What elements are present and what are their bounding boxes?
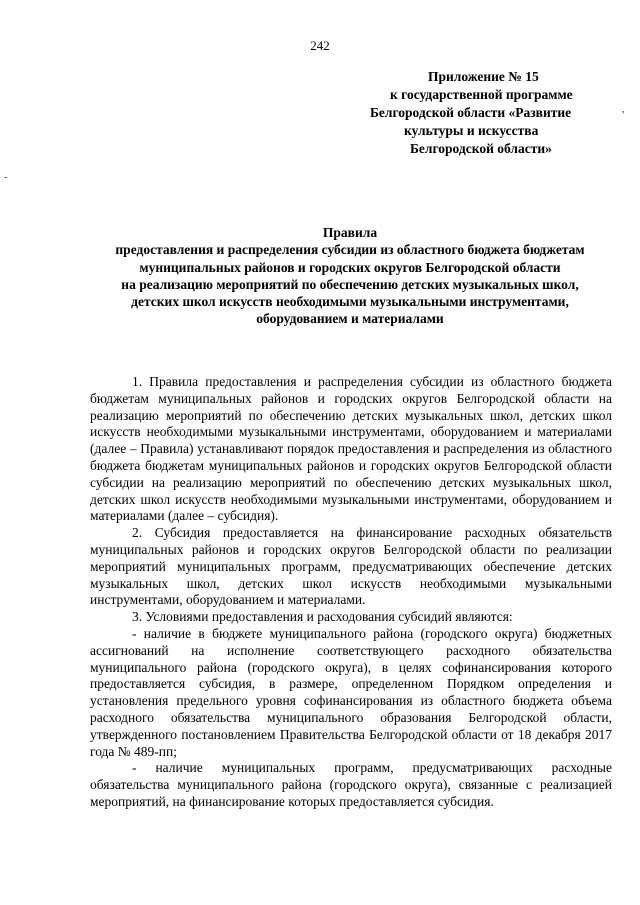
title-line: на реализацию мероприятий по обеспечению детских музыкальных школ, [121, 276, 579, 292]
paragraph: - наличие муниципальных программ, предусматривающих расходные обязательства муниципального района (городского округа), связанные с реализацией мероприятий, на финансирование которых предоставляется субсидия. [90, 760, 612, 809]
title-line: оборудованием и материалами [256, 311, 444, 327]
paragraph: 3. Условиями предоставления и расходования субсидий являются: [132, 609, 513, 625]
title-line: предоставления и распределения субсидии из областного бюджета бюджетам [115, 242, 585, 258]
paragraph: 2. Субсидия предоставляется на финансирование расходных обязательств муниципальных районов и городских округов Белгородской области по реализации мероприятий муниципальных программ, предусматривающих обеспечение детских музыкальных школ, детских школ искусств необходимыми музыкальными инструментами, оборудованием и материалами. [90, 525, 612, 608]
title-line: Правила [322, 225, 378, 240]
appendix-header [370, 68, 620, 158]
document-title [90, 224, 610, 328]
appendix-line: к государственной программе [390, 87, 573, 102]
appendix-line: Белгородской области «Развитие [370, 105, 572, 120]
margin-mark: - [4, 172, 8, 183]
title-line: муниципальных районов и городских округов Белгородской области [139, 259, 561, 275]
appendix-line: Приложение № 15 [428, 69, 539, 84]
margin-mark: , [622, 104, 625, 115]
paragraph: - наличие в бюджете муниципального района (городского округа) бюджетных ассигнований на исполнение соответствующего расходного обязательства муниципального района (городского округа), в целях софинансирования которого предоставляется субсидия, в размере, определенном Порядком определения и установления предельного уровня софинансирования из областного бюджета объема расходного обязательства муниципального образования Белгородской области, утвержденного постановлением Правительства Белгородской области от 18 декабря 2017 года № 489-пп; [90, 625, 612, 759]
paragraph: 1. Правила предоставления и распределения субсидии из областного бюджета бюджетам муниципальных районов и городских округов Белгородской области на реализацию мероприятий по обеспечению детских музыкальных школ, детских школ искусств необходимыми музыкальными инструментами, оборудованием и материалами (далее – Правила) устанавливают порядок предоставления и распределения из областного бюджета бюджетам муниципальных районов и городских округов Белгородской области субсидии на реализацию мероприятий по обеспечению детских музыкальных школ, детских школ искусств необходимыми музыкальными инструментами, оборудованием и материалами (далее – субсидия). [90, 374, 612, 524]
page-number: 242 [310, 38, 330, 53]
appendix-line: культуры и искусства [404, 123, 539, 138]
document-body [90, 374, 612, 811]
title-line: детских школ искусств необходимыми музыкальными инструментами, [131, 294, 569, 310]
appendix-line: Белгородской области» [410, 141, 552, 156]
